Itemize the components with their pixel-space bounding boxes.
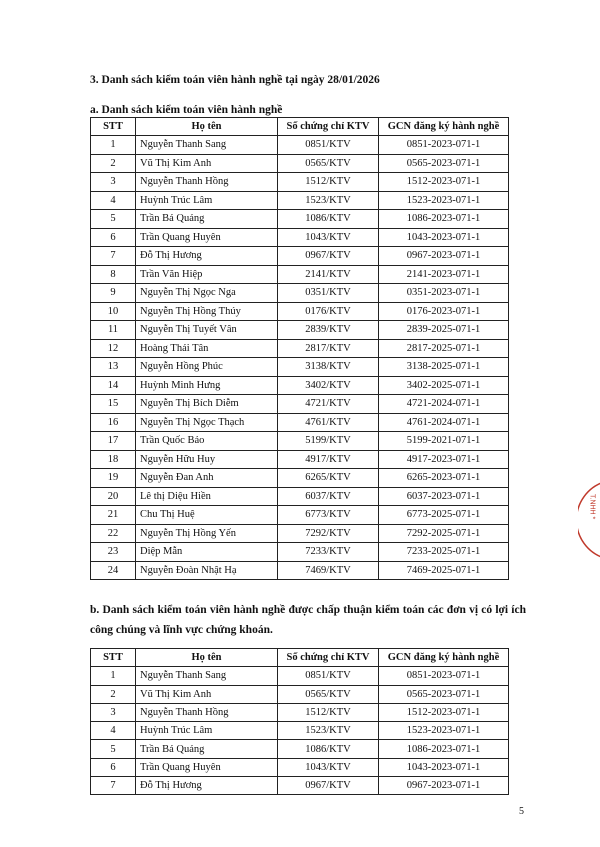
cell-stt: 18	[91, 450, 136, 469]
cell-stt: 8	[91, 265, 136, 284]
cell-cert: 3402/KTV	[278, 376, 379, 395]
table-row	[91, 487, 509, 506]
cell-stt: 1	[91, 667, 136, 685]
cell-cert: 1523/KTV	[278, 191, 379, 210]
cell-cert: 7292/KTV	[278, 524, 379, 543]
cell-cert: 1086/KTV	[278, 210, 379, 229]
cell-gcn: 0351-2023-071-1	[379, 284, 509, 303]
table-row	[91, 450, 509, 469]
table-row	[91, 703, 509, 721]
cell-cert: 1512/KTV	[278, 703, 379, 721]
cell-name: Trần Bá Quảng	[136, 210, 278, 229]
cell-name: Huỳnh Trúc Lâm	[136, 722, 278, 740]
cell-name: Nguyễn Thị Hồng Yến	[136, 524, 278, 543]
table-row	[91, 524, 509, 543]
section-3-title: 3. Danh sách kiểm toán viên hành nghề tại ngày 28/01/2026	[90, 74, 380, 86]
cell-gcn: 1523-2023-071-1	[379, 191, 509, 210]
table-row	[91, 136, 509, 155]
cell-gcn: 0967-2023-071-1	[379, 777, 509, 795]
cell-gcn: 1523-2023-071-1	[379, 722, 509, 740]
table-row	[91, 758, 509, 776]
cell-gcn: 3138-2025-071-1	[379, 358, 509, 377]
cell-stt: 4	[91, 191, 136, 210]
table-header-row	[91, 118, 509, 136]
cell-name: Nguyễn Thị Ngọc Nga	[136, 284, 278, 303]
cell-gcn: 1086-2023-071-1	[379, 210, 509, 229]
cell-gcn: 7469-2025-071-1	[379, 561, 509, 580]
cell-stt: 21	[91, 506, 136, 525]
cell-gcn: 1512-2023-071-1	[379, 173, 509, 192]
cell-cert: 0967/KTV	[278, 247, 379, 266]
table-row	[91, 722, 509, 740]
cell-name: Đỗ Thị Hương	[136, 777, 278, 795]
table-row	[91, 561, 509, 580]
cell-gcn: 2141-2023-071-1	[379, 265, 509, 284]
table-row	[91, 173, 509, 192]
cell-gcn: 1086-2023-071-1	[379, 740, 509, 758]
cell-cert: 0967/KTV	[278, 777, 379, 795]
cell-stt: 10	[91, 302, 136, 321]
cell-gcn: 7292-2025-071-1	[379, 524, 509, 543]
cell-cert: 0851/KTV	[278, 667, 379, 685]
table-row	[91, 265, 509, 284]
cell-name: Trần Quốc Bảo	[136, 432, 278, 451]
cell-name: Đỗ Thị Hương	[136, 247, 278, 266]
cell-cert: 3138/KTV	[278, 358, 379, 377]
cell-gcn: 0565-2023-071-1	[379, 154, 509, 173]
cell-gcn: 6773-2025-071-1	[379, 506, 509, 525]
cell-gcn: 0176-2023-071-1	[379, 302, 509, 321]
table-row	[91, 413, 509, 432]
cell-name: Vũ Thị Kim Anh	[136, 154, 278, 173]
header-gcn: GCN đăng ký hành nghề	[379, 649, 509, 667]
cell-name: Lê thị Diệu Hiền	[136, 487, 278, 506]
cell-name: Nguyễn Thanh Hồng	[136, 703, 278, 721]
cell-name: Nguyễn Thanh Sang	[136, 136, 278, 155]
cell-name: Diệp Mẫn	[136, 543, 278, 562]
cell-name: Trần Văn Hiệp	[136, 265, 278, 284]
cell-name: Nguyễn Thanh Hồng	[136, 173, 278, 192]
section-b-title: b. Danh sách kiểm toán viên hành nghề được chấp thuận kiểm toán các đơn vị có lợi ích công chúng và lĩnh vực chứng khoán.	[90, 604, 526, 636]
cell-name: Nguyễn Đoàn Nhật Hạ	[136, 561, 278, 580]
header-stt: STT	[91, 118, 136, 136]
cell-name: Nguyễn Hữu Huy	[136, 450, 278, 469]
cell-cert: 0565/KTV	[278, 154, 379, 173]
cell-stt: 3	[91, 173, 136, 192]
cell-cert: 1043/KTV	[278, 758, 379, 776]
cell-cert: 7469/KTV	[278, 561, 379, 580]
cell-stt: 11	[91, 321, 136, 340]
cell-cert: 7233/KTV	[278, 543, 379, 562]
table-row	[91, 469, 509, 488]
table-row	[91, 543, 509, 562]
table-row	[91, 210, 509, 229]
cell-name: Trần Bá Quảng	[136, 740, 278, 758]
cell-cert: 1086/KTV	[278, 740, 379, 758]
cell-stt: 3	[91, 703, 136, 721]
cell-cert: 0176/KTV	[278, 302, 379, 321]
cell-stt: 1	[91, 136, 136, 155]
cell-cert: 0851/KTV	[278, 136, 379, 155]
red-stamp-fragment	[578, 480, 600, 560]
cell-name: Vũ Thị Kim Anh	[136, 685, 278, 703]
cell-cert: 0351/KTV	[278, 284, 379, 303]
page-number: 5	[519, 806, 524, 817]
cell-stt: 15	[91, 395, 136, 414]
table-header-row	[91, 649, 509, 667]
cell-stt: 22	[91, 524, 136, 543]
cell-cert: 4721/KTV	[278, 395, 379, 414]
table-row	[91, 154, 509, 173]
cell-name: Trần Quang Huyên	[136, 758, 278, 776]
cell-cert: 1512/KTV	[278, 173, 379, 192]
cell-stt: 20	[91, 487, 136, 506]
table-row	[91, 395, 509, 414]
cell-gcn: 0565-2023-071-1	[379, 685, 509, 703]
cell-name: Chu Thị Huệ	[136, 506, 278, 525]
cell-cert: 2839/KTV	[278, 321, 379, 340]
cell-gcn: 0851-2023-071-1	[379, 667, 509, 685]
cell-name: Nguyễn Thị Ngọc Thạch	[136, 413, 278, 432]
cell-stt: 7	[91, 247, 136, 266]
cell-stt: 5	[91, 740, 136, 758]
cell-name: Nguyễn Hồng Phúc	[136, 358, 278, 377]
cell-stt: 6	[91, 758, 136, 776]
cell-cert: 2817/KTV	[278, 339, 379, 358]
cell-cert: 1043/KTV	[278, 228, 379, 247]
cell-stt: 5	[91, 210, 136, 229]
cell-stt: 13	[91, 358, 136, 377]
cell-stt: 17	[91, 432, 136, 451]
cell-gcn: 7233-2025-071-1	[379, 543, 509, 562]
cell-gcn: 6037-2023-071-1	[379, 487, 509, 506]
cell-name: Huỳnh Trúc Lâm	[136, 191, 278, 210]
cell-gcn: 4917-2023-071-1	[379, 450, 509, 469]
cell-gcn: 6265-2023-071-1	[379, 469, 509, 488]
cell-stt: 7	[91, 777, 136, 795]
auditor-table-b	[90, 648, 509, 795]
cell-cert: 2141/KTV	[278, 265, 379, 284]
cell-name: Huỳnh Minh Hưng	[136, 376, 278, 395]
cell-stt: 2	[91, 685, 136, 703]
cell-stt: 23	[91, 543, 136, 562]
table-row	[91, 321, 509, 340]
header-gcn: GCN đăng ký hành nghề	[379, 118, 509, 136]
header-cert: Số chứng chỉ KTV	[278, 649, 379, 667]
cell-cert: 4917/KTV	[278, 450, 379, 469]
table-row	[91, 284, 509, 303]
cell-gcn: 1043-2023-071-1	[379, 228, 509, 247]
header-name: Họ tên	[136, 118, 278, 136]
table-row	[91, 228, 509, 247]
cell-cert: 5199/KTV	[278, 432, 379, 451]
cell-gcn: 1512-2023-071-1	[379, 703, 509, 721]
table-row	[91, 358, 509, 377]
stamp-text: T.NHH *	[588, 494, 596, 520]
cell-stt: 24	[91, 561, 136, 580]
cell-name: Nguyễn Thị Hồng Thúy	[136, 302, 278, 321]
cell-gcn: 5199-2021-071-1	[379, 432, 509, 451]
cell-stt: 19	[91, 469, 136, 488]
cell-stt: 6	[91, 228, 136, 247]
cell-name: Hoàng Thái Tân	[136, 339, 278, 358]
cell-stt: 2	[91, 154, 136, 173]
cell-name: Nguyễn Thanh Sang	[136, 667, 278, 685]
table-row	[91, 740, 509, 758]
table-row	[91, 302, 509, 321]
cell-cert: 6773/KTV	[278, 506, 379, 525]
cell-cert: 6037/KTV	[278, 487, 379, 506]
cell-gcn: 1043-2023-071-1	[379, 758, 509, 776]
cell-stt: 14	[91, 376, 136, 395]
table-row	[91, 506, 509, 525]
table-row	[91, 685, 509, 703]
cell-name: Nguyễn Thị Tuyết Vân	[136, 321, 278, 340]
cell-gcn: 4721-2024-071-1	[379, 395, 509, 414]
section-a-title: a. Danh sách kiểm toán viên hành nghề	[90, 104, 283, 116]
cell-gcn: 3402-2025-071-1	[379, 376, 509, 395]
cell-stt: 12	[91, 339, 136, 358]
cell-stt: 9	[91, 284, 136, 303]
cell-cert: 0565/KTV	[278, 685, 379, 703]
table-row	[91, 191, 509, 210]
cell-gcn: 0851-2023-071-1	[379, 136, 509, 155]
cell-stt: 4	[91, 722, 136, 740]
table-row	[91, 432, 509, 451]
header-name: Họ tên	[136, 649, 278, 667]
cell-name: Trần Quang Huyên	[136, 228, 278, 247]
cell-gcn: 2839-2025-071-1	[379, 321, 509, 340]
cell-cert: 1523/KTV	[278, 722, 379, 740]
cell-cert: 4761/KTV	[278, 413, 379, 432]
cell-name: Nguyễn Đan Anh	[136, 469, 278, 488]
table-row	[91, 777, 509, 795]
auditor-table-a	[90, 117, 509, 580]
cell-gcn: 2817-2025-071-1	[379, 339, 509, 358]
header-stt: STT	[91, 649, 136, 667]
cell-cert: 6265/KTV	[278, 469, 379, 488]
cell-gcn: 4761-2024-071-1	[379, 413, 509, 432]
cell-name: Nguyễn Thị Bích Diễm	[136, 395, 278, 414]
table-row	[91, 247, 509, 266]
table-row	[91, 339, 509, 358]
cell-stt: 16	[91, 413, 136, 432]
table-row	[91, 376, 509, 395]
header-cert: Số chứng chỉ KTV	[278, 118, 379, 136]
cell-gcn: 0967-2023-071-1	[379, 247, 509, 266]
table-row	[91, 667, 509, 685]
